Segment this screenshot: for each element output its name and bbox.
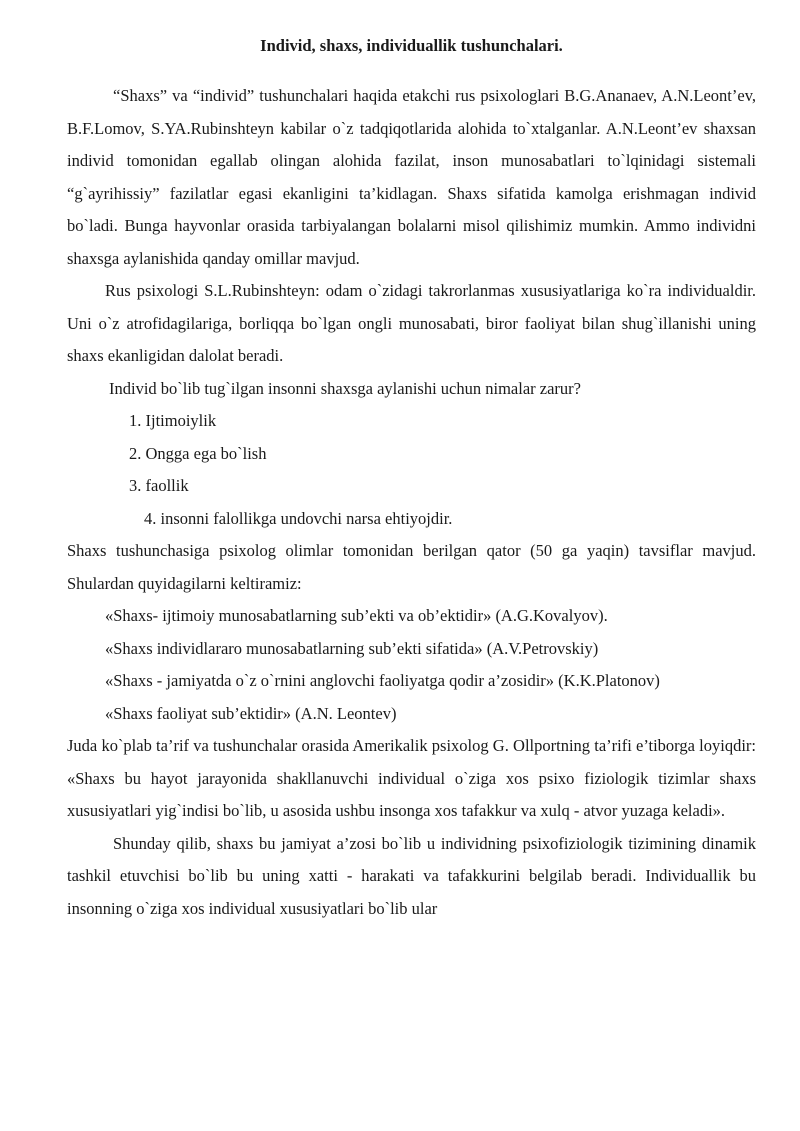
list-item: 3. faollik (129, 476, 189, 495)
paragraph-question: Individ bo`lib tug`ilgan insonni shaxsga aylanishi uchun nimalar zarur? (109, 378, 581, 398)
requirements-list (67, 405, 756, 535)
document-page (67, 34, 756, 925)
list-item: 2. Ongga ega bo`lish (129, 443, 267, 463)
quote-leontev: «Shaxs faoliyat sub’ektidir» (A.N. Leontev) (105, 703, 397, 723)
quote-petrovskiy: «Shaxs individlararo munosabatlarning sub’ekti sifatida» (A.V.Petrovskiy) (105, 638, 599, 658)
quote-kovalyov: «Shaxs- ijtimoiy munosabatlarning sub’ekti va ob’ektidir» (A.G.Kovalyov). (105, 606, 608, 625)
paragraph-rubinshteyn: Rus psixologi S.L.Rubinshteyn: odam o`zidagi takrorlanmas xususiyatlariga ko`ra individualdir. Uni o`z atrofidagilariga, borliqqa bo`lgan ongli munosabati, biror faoliyat bilan shug`illanishi uning shaxs ekanligidan dalolat beradi. (67, 281, 756, 365)
paragraph-conclusion: Shunday qilib, shaxs bu jamiyat a’zosi bo`lib u individning psixofiziologik tizimining dinamik tashkil etuvchisi bo`lib bu uning xatti - harakati va tafakkurini belgilab beradi. Individuallik bu insonning o`ziga xos individual xususiyatlari bo`lib ular (67, 833, 756, 918)
paragraph-definitions: Shaxs tushunchasiga psixolog olimlar tomonidan berilgan qator (50 ga yaqin) tavsiflar mavjud. Shulardan quyidagilarni keltiramiz: (67, 541, 756, 593)
paragraph-intro: “Shaxs” va “individ” tushunchalari haqida etakchi rus psixologlari B.G.Ananaev, A.N.Leont’ev, B.F.Lomov, S.YA.Rubinshteyn kabilar o`z tadqiqotlarida alohida to`xtalganlar. A.N.Leont’ev shaxsan individ tomonidan egallab olingan alohida fazilat, inson munosabatlari to`lqinidagi sistemali “g`ayrihissiy” fazilatlar egasi ekanligini ta’kidlagan. Shaxs sifatida kamolga erishmagan individ bo`ladi. Bunga hayvonlar orasida tarbiyalangan bolalarni misol qilishimiz mumkin. Ammo individni shaxsga aylanishida qanday omillar mavjud. (67, 86, 756, 268)
quote-platonov: «Shaxs - jamiyatda o`z o`rnini anglovchi faoliyatga qodir a’zosidir» (K.K.Platonov) (105, 671, 660, 690)
list-item: 4. insonni falollikga undovchi narsa ehtiyojdir. (144, 508, 453, 528)
document-title: Individ, shaxs, individuallik tushunchalari. (260, 36, 563, 55)
paragraph-ollport: Juda ko`plab ta’rif va tushunchalar orasida Amerikalik psixolog G. Ollportning ta’rifi e’tiborga loyiqdir: «Shaxs bu hayot jarayonida shakllanuvchi individual o`ziga xos psixo fiziologik tizimlar shaxs xususiyatlari yig`indisi bo`lib, u asosida ushbu insonga xos tafakkur va xulq - atvor yuzaga keladi». (67, 736, 756, 820)
list-item: 1. Ijtimoiylik (129, 411, 217, 430)
